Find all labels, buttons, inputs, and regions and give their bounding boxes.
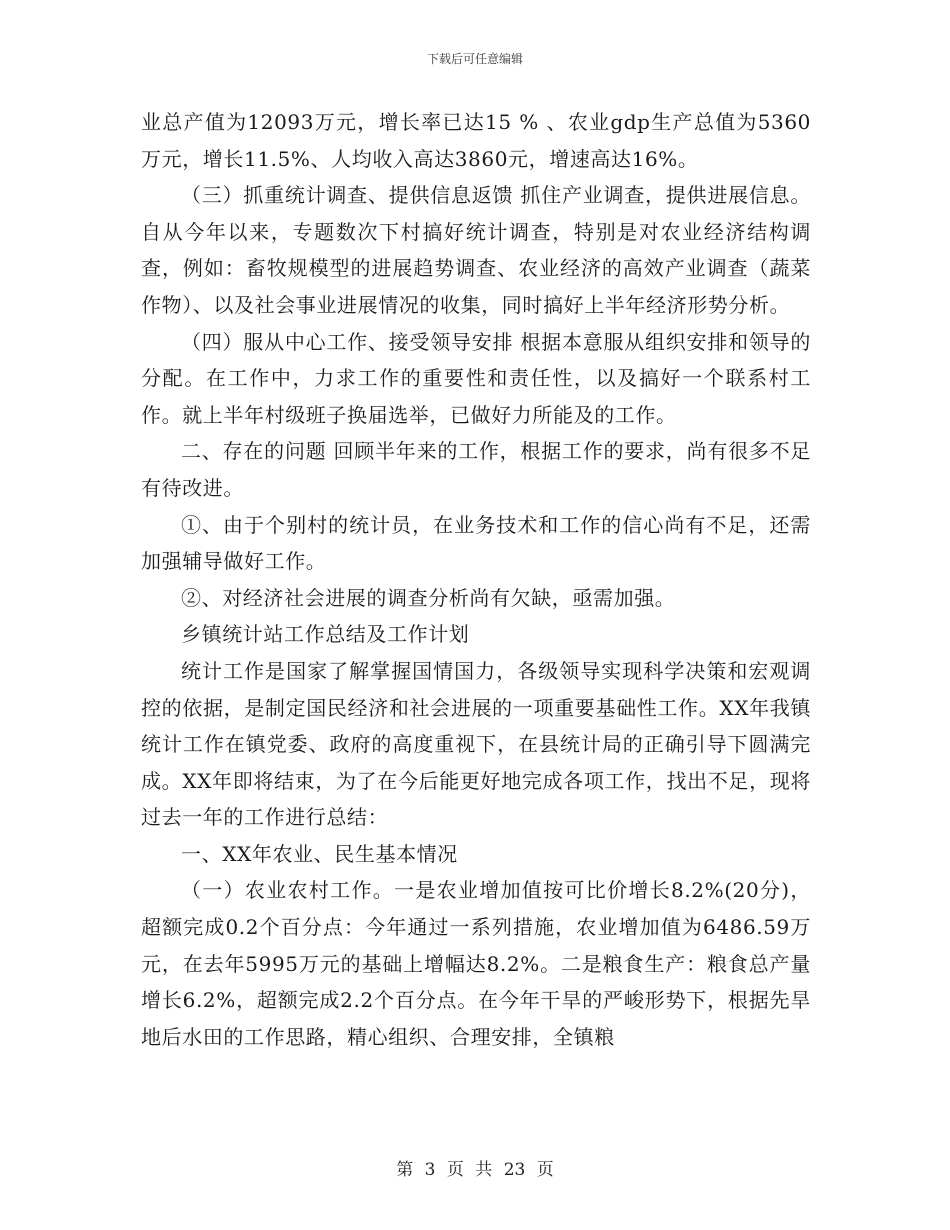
paragraph-agriculture: （一）农业农村工作。一是农业增加值按可比价增长8.2%(20分)，超额完成0.2个百分点：今年通过一系列措施，农业增加值为6486.59万元，在去年5995万元的基础上增幅达8.2%。二是粮食生产：粮食总产量增长6.2%，超额完成2.2个百分点。在今年干旱的严峻形势下，根据先旱地后水田的工作思路，精心组织、合理安排，全镇粮 (141, 878, 811, 1049)
paragraph-section-4: （四）服从中心工作、接受领导安排 根据本意服从组织安排和领导的分配。在工作中，力求工作的重要性和责任性，以及搞好一个联系村工作。就上半年村级班子换届选举，已做好力所能及的工作。 (141, 329, 811, 427)
document-title: 乡镇统计站工作总结及工作计划 (181, 622, 470, 647)
document-body (141, 104, 811, 1055)
paragraph-problem-2: ②、对经济社会进展的调查分析尚有欠缺，亟需加强。 (181, 585, 676, 610)
page-header-note: 下载后可任意编辑 (426, 52, 523, 66)
paragraph-intro: 统计工作是国家了解掌握国情国力，各级领导实现科学决策和宏观调控的依据，是制定国民经济和社会进展的一项重要基础性工作。XX年我镇统计工作在镇党委、政府的高度重视下，在县统计局的正确引导下圆满完成。XX年即将结束，为了在今后能更好地完成各项工作，找出不足，现将过去一年的工作进行总结： (141, 658, 811, 830)
page-number: 第 3 页 共 23 页 (396, 1160, 554, 1180)
paragraph-section-3: （三）抓重统计调查、提供信息返馈 抓住产业调查，提供进展信息。自从今年以来，专题数次下村搞好统计调查，特别是对农业经济结构调查，例如：畜牧规模型的进展趋势调查、农业经济的高效产业调查（蔬菜作物）、以及社会事业进展情况的收集，同时搞好上半年经济形势分析。 (141, 183, 811, 317)
paragraph-problems: 二、存在的问题 回顾半年来的工作，根据工作的要求，尚有很多不足有待改进。 (141, 439, 811, 500)
section-heading-1: 一、XX年农业、民生基本情况 (181, 841, 458, 866)
paragraph-problem-1: ①、由于个别村的统计员，在业务技术和工作的信心尚有不足，还需加强辅导做好工作。 (141, 512, 811, 574)
paragraph-continuation: 业总产值为12093万元，增长率已达15 % 、农业gdp生产总值为5360万元，增长11.5%、人均收入高达3860元，增速高达16%。 (141, 110, 811, 171)
